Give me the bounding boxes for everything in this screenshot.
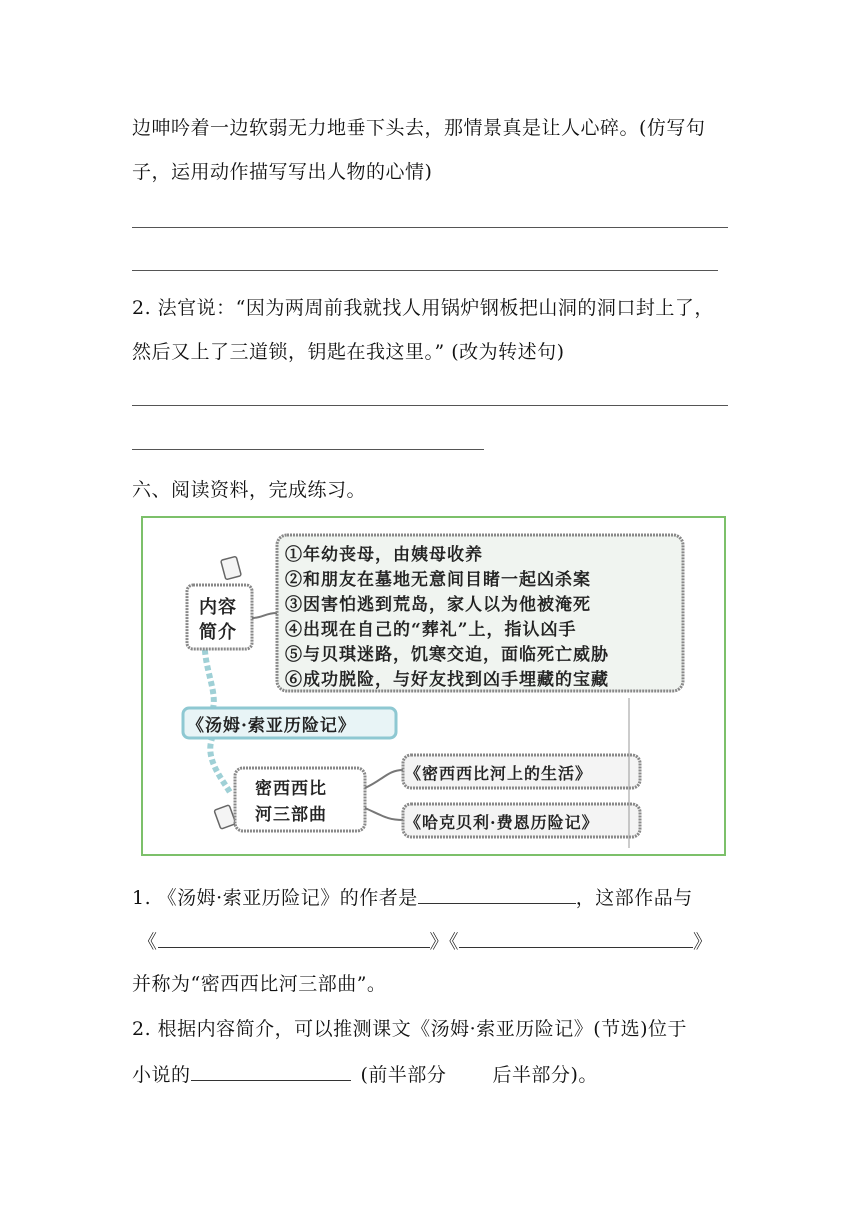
- q5-text-line-1: 边呻吟着一边软弱无力地垂下头去，那情景真是让人心碎。(仿写句: [132, 117, 706, 139]
- q1-line-3: 并称为“密西西比河三部曲”。: [132, 973, 387, 995]
- bracket-close: 》: [693, 931, 713, 953]
- book-answer-blank-2[interactable]: [459, 927, 693, 948]
- summary-item: ①年幼丧母，由姨母收养: [285, 545, 483, 565]
- q1-line-2: [138, 927, 713, 955]
- q1-text-part-1: 1. 《汤姆·索亚历险记》的作者是: [132, 887, 418, 909]
- section-6-heading: 六、阅读资料，完成练习。: [132, 479, 367, 501]
- bracket-open: 《: [138, 931, 158, 953]
- summary-item: ③因害怕逃到荒岛，家人以为他被淹死: [285, 595, 591, 615]
- answer-line[interactable]: [132, 270, 718, 271]
- option-first-half[interactable]: (前半部分: [360, 1064, 447, 1086]
- q1-text-part-2: ，这部作品与: [575, 887, 693, 909]
- option-second-half[interactable]: 后半部分)。: [492, 1064, 598, 1086]
- q2-line-2: [132, 1060, 598, 1088]
- summary-label-line-1: 内容: [199, 597, 237, 618]
- trilogy-label-line-1: 密西西比: [255, 779, 327, 799]
- book-answer-blank-1[interactable]: [158, 927, 430, 948]
- q2-text-part-1: 小说的: [132, 1064, 191, 1086]
- bracket-open: 《: [449, 931, 460, 953]
- author-answer-blank[interactable]: [418, 883, 576, 904]
- summary-item: ⑥成功脱险，与好友找到凶手埋藏的宝藏: [285, 670, 609, 690]
- summary-item: ④出现在自己的“葬礼”上，指认凶手: [285, 620, 577, 640]
- answer-line[interactable]: [132, 405, 728, 406]
- summary-label-line-2: 简介: [199, 622, 237, 643]
- q5-2-text-line-2: 然后又上了三道锁，钥匙在我这里。” (改为转述句): [132, 341, 565, 363]
- q2-line-1: 2. 根据内容简介，可以推测课文《汤姆·索亚历险记》(节选)位于: [132, 1018, 688, 1040]
- trilogy-book-1: 《密西西比河上的生活》: [405, 764, 593, 783]
- q1-line-1: [132, 883, 693, 911]
- q5-2-text-line-1: 2. 法官说：“因为两周前我就找人用锅炉钢板把山洞的洞口封上了，: [132, 297, 714, 319]
- q5-text-line-2: 子，运用动作描写写出人物的心情): [132, 161, 433, 183]
- answer-line[interactable]: [132, 227, 728, 228]
- trilogy-label-line-2: 河三部曲: [255, 805, 327, 825]
- summary-item: ②和朋友在墓地无意间目睹一起凶杀案: [285, 570, 591, 590]
- bracket-close: 》: [429, 931, 450, 953]
- answer-line[interactable]: [132, 449, 484, 450]
- center-book-title: 《汤姆·索亚历险记》: [187, 716, 356, 736]
- mind-map-figure: [141, 516, 726, 856]
- trilogy-book-2: 《哈克贝利·费恩历险记》: [405, 813, 599, 832]
- summary-item: ⑤与贝琪迷路，饥寒交迫，面临死亡威胁: [285, 645, 609, 665]
- position-answer-blank[interactable]: [191, 1060, 351, 1081]
